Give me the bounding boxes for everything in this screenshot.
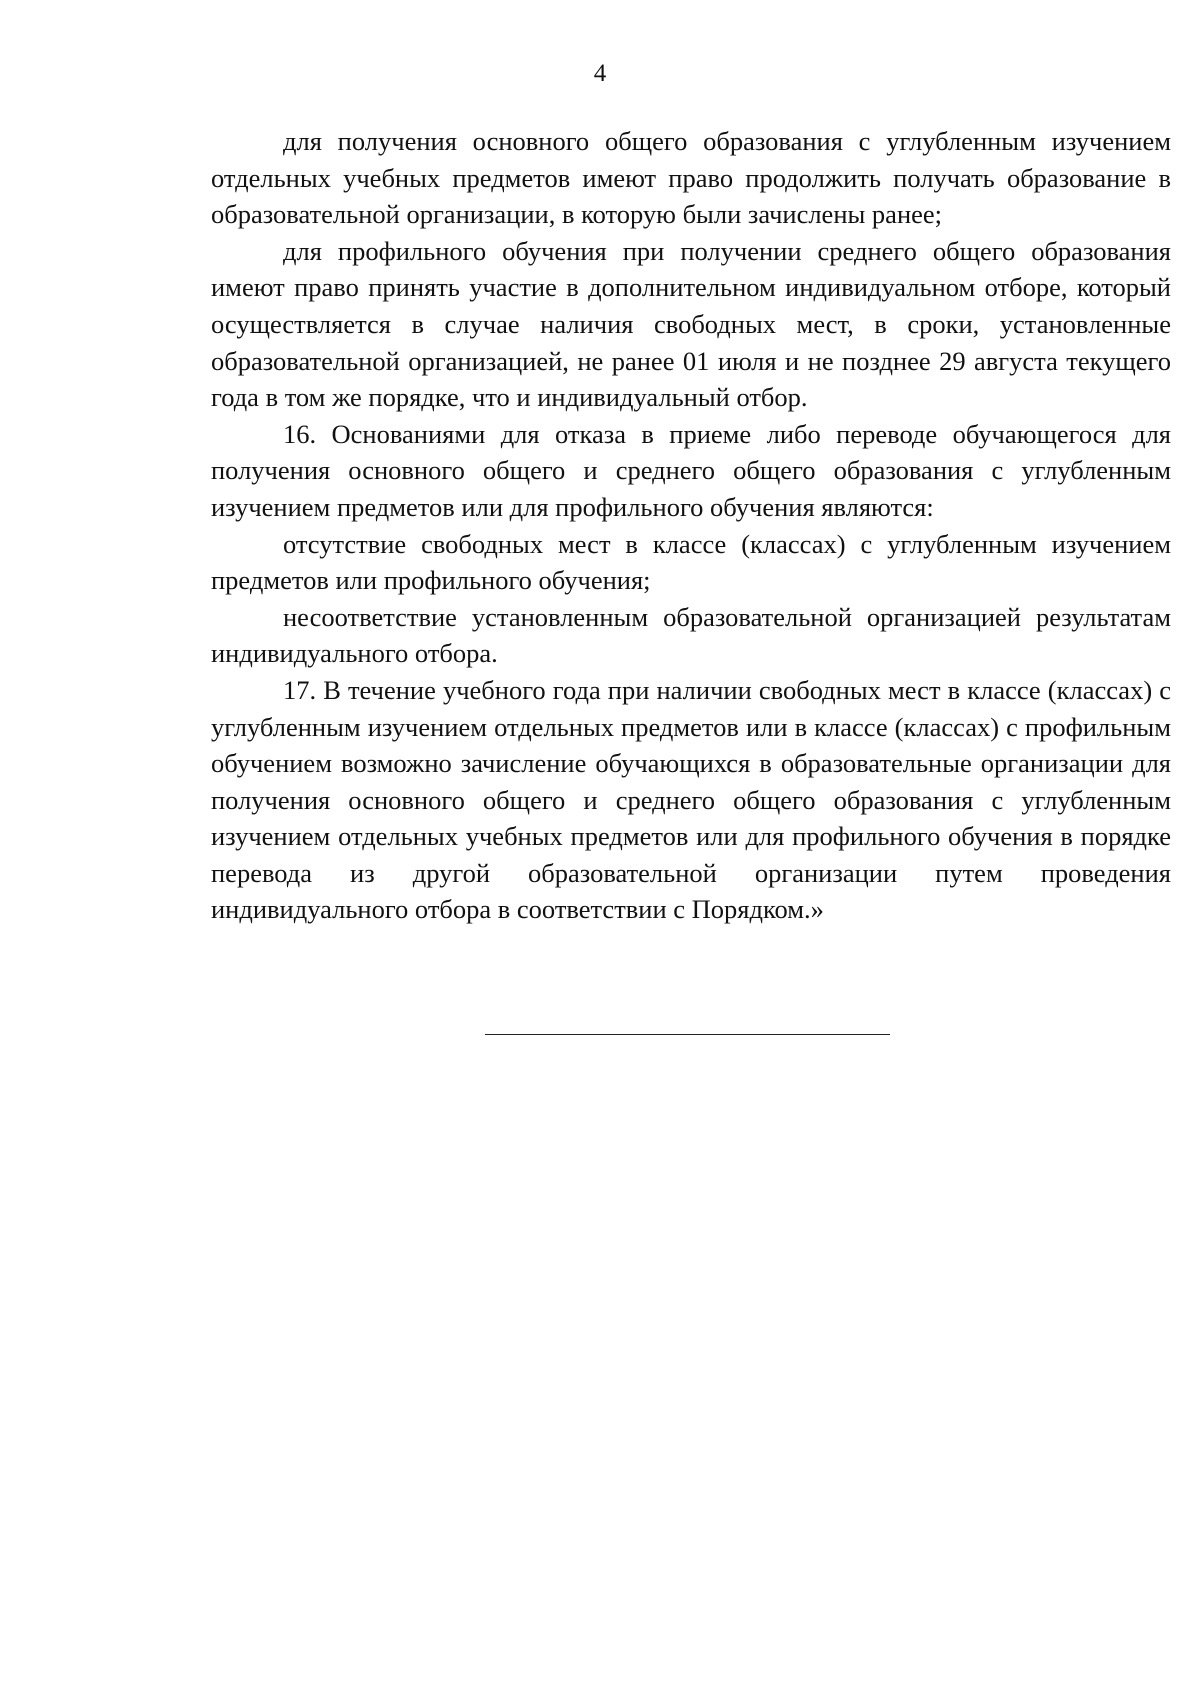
- paragraph-selection-mismatch: несоответствие установленным образовательной организацией результатам индивидуального отбора.: [211, 601, 1171, 669]
- paragraph-no-free-places: отсутствие свободных мест в классе (классах) с углубленным изучением предметов или профильного обучения;: [211, 528, 1171, 596]
- end-divider-line: [485, 1034, 890, 1035]
- document-body: [211, 123, 1171, 928]
- paragraph-17-transfer-during-year: 17. В течение учебного года при наличии свободных мест в классе (классах) с углубленным изучением отдельных предметов или в классе (классах) с профильным обучением возможно зачисление обучающихся в образовательные организации для получения основного общего и среднего общего образования с углубленным изучением отдельных учебных предметов или для профильного обучения в порядке перевода из другой образовательной организации путем проведения индивидуального отбора в соответствии с Порядком.»: [211, 674, 1171, 925]
- page-number: 4: [593, 60, 607, 87]
- paragraph-basic-education-continuation: для получения основного общего образования с углубленным изучением отдельных учебных предметов имеют право продолжить получать образование в образовательной организации, в которую были зачислены ранее;: [211, 126, 1171, 230]
- paragraph-profile-additional-selection: для профильного обучения при получении среднего общего образования имеют право принять участие в дополнительном индивидуальном отборе, который осуществляется в случае наличия свободных мест, в сроки, установленные образовательной организацией, не ранее 01 июля и не позднее 29 августа текущего года в том же порядке, что и индивидуальный отбор.: [211, 235, 1171, 413]
- paragraph-16-refusal-grounds: 16. Основаниями для отказа в приеме либо переводе обучающегося для получения основного общего и среднего общего образования с углубленным изучением предметов или для профильного обучения являются:: [211, 418, 1171, 522]
